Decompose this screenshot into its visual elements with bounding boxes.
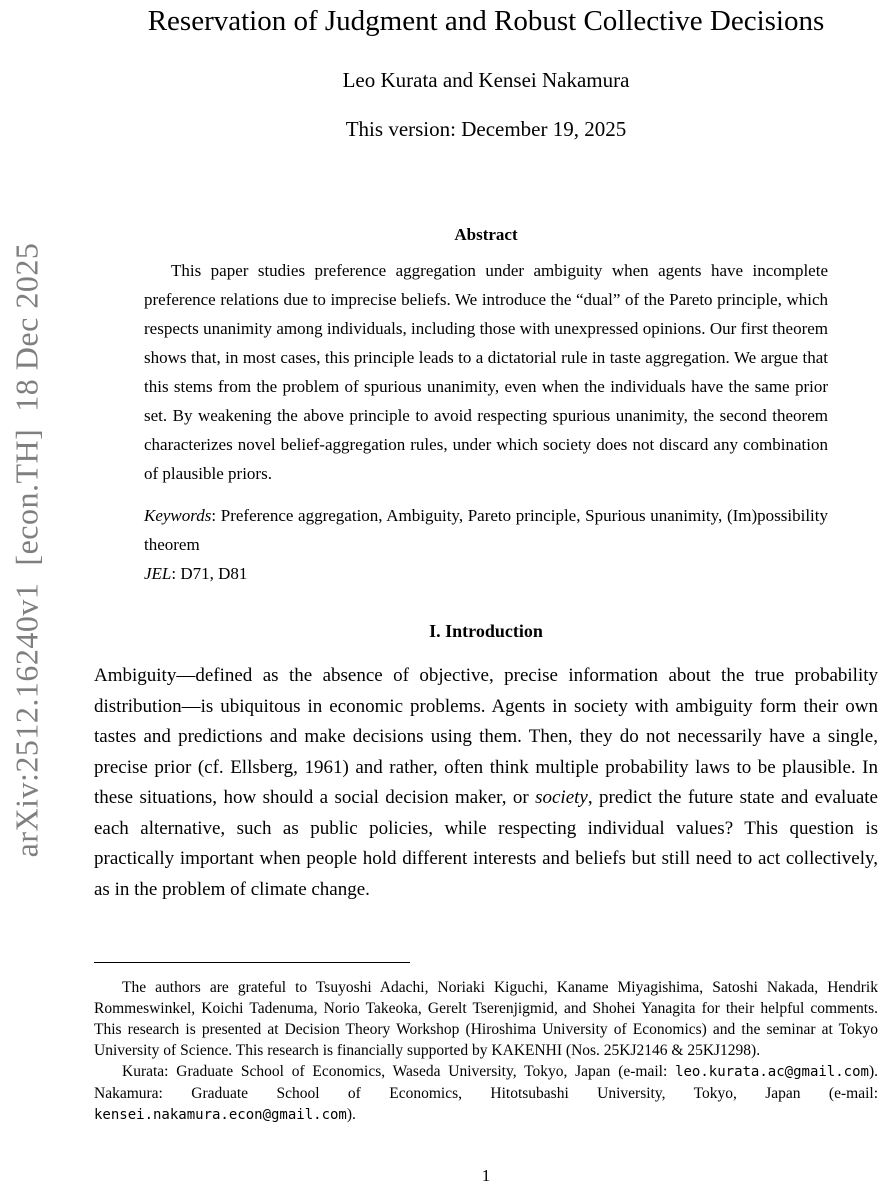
version-date: This version: December 19, 2025 [345, 117, 627, 141]
abstract-text: This paper studies preference aggregation under ambiguity when agents have incomplete preference relations due to imprecise beliefs. We introduce the “dual” of the Pareto principle, which respects unanimity among individuals, including those with unexpressed opinions. Our first theorem shows that, in most cases, this principle leads to a dictatorial rule in taste aggregation. We argue that this stems from the problem of spurious unanimity, even when the individuals have the same prior set. By weakening the above principle to avoid respecting spurious unanimity, the second theorem characterizes novel belief-aggregation rules, under which society does not discard any combination of plausible priors. [144, 261, 828, 483]
intro-text-2: , predict the future state and evaluate each alternative, such as public policies, while respecting individual values? This question is practically important when people hold different interests and beliefs but still need to act collectively, as in the problem of climate change. [94, 787, 878, 900]
abstract-heading: Abstract [454, 225, 518, 244]
nakamura-email: kensei.nakamura.econ@gmail.com [94, 1107, 347, 1123]
intro-italic-society: society [535, 787, 588, 808]
arxiv-watermark: arXiv:2512.16240v1 [econ.TH] 18 Dec 2025 [8, 242, 45, 858]
footnote-affiliation-text-2: ). Nakamura: Graduate School of Economics, Hitotsubashi University, Tokyo, Japan (e-mail: [94, 1063, 878, 1102]
page-content [94, 0, 878, 1200]
footnote-rule [94, 962, 410, 963]
abstract-block [144, 223, 828, 588]
kurata-email: leo.kurata.ac@gmail.com [675, 1064, 869, 1080]
jel-line [144, 559, 828, 588]
jel-text: : D71, D81 [171, 564, 248, 583]
intro-paragraph [94, 661, 878, 905]
keywords-line [144, 501, 828, 559]
footnote-acknowledgments: The authors are grateful to Tsuyoshi Adachi, Noriaki Kiguchi, Kaname Miyagishima, Satoshi Nakada, Hendrik Rommeswinkel, Koichi Tadenuma, Norio Takeoka, Gerelt Tserenjigmid, and Shohei Yanagita for their helpful comments. This research is presented at Decision Theory Workshop (Hiroshima University of Economics) and the seminar at Tokyo University of Science. This research is financially supported by KAKENHI (Nos. 25KJ2146 & 25KJ1298). [94, 979, 878, 1059]
jel-label: JEL [144, 564, 172, 583]
section-heading-introduction: I. Introduction [429, 621, 543, 641]
footnote-area [94, 962, 878, 1126]
keywords-label: Keywords [144, 506, 212, 525]
footnote-affiliation-text-1: Kurata: Graduate School of Economics, Waseda University, Tokyo, Japan (e-mail: [122, 1063, 676, 1080]
page-number: 1 [481, 1166, 491, 1185]
page-title: Reservation of Judgment and Robust Collective Decisions [147, 5, 825, 37]
footnote-affiliations [94, 1061, 878, 1126]
intro-text-1: Ambiguity—defined as the absence of objective, precise information about the true probability distribution—is ubiquitous in economic problems. Agents in society with ambiguity form their own tastes and predictions and make decisions using them. Then, they do not necessarily have a single, precise prior (cf. Ellsberg, 1961) and rather, often think multiple probability laws to be plausible. In these situations, how should a social decision maker, or [94, 665, 878, 808]
paper-authors: Leo Kurata and Kensei Nakamura [342, 68, 630, 92]
keywords-text: : Preference aggregation, Ambiguity, Pareto principle, Spurious unanimity, (Im)possibility theorem [144, 506, 828, 554]
footnote-affiliation-text-3: ). [346, 1106, 356, 1123]
